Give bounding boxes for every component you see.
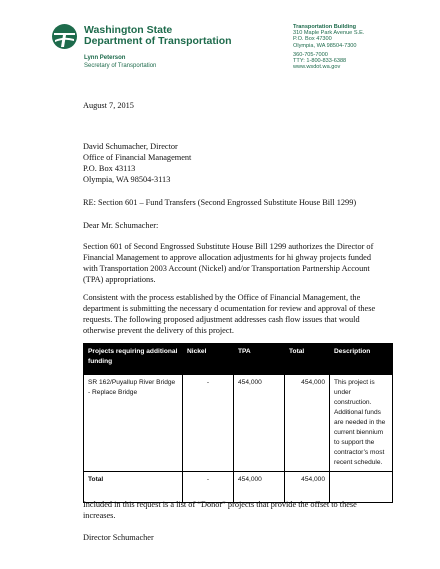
total-description xyxy=(330,472,393,503)
org-name-line2: Department of Transportation xyxy=(84,35,232,47)
tty: TTY: 1-800-833-6388 xyxy=(293,58,347,65)
total-label: Total xyxy=(84,472,183,503)
paragraph-line: Consistent with the process established by the Office of Financial Management, the xyxy=(83,293,361,302)
total-total: 454,000 xyxy=(285,472,330,503)
salutation: Dear Mr. Schumacher: xyxy=(83,221,159,230)
recipient-line: Olympia, WA 98504-3113 xyxy=(83,175,171,184)
recipient-line: Office of Financial Management xyxy=(83,153,192,162)
cell-description: This project is under construction. Additional funds are needed in the current biennium to support the contractor’s most recent schedule. xyxy=(330,375,393,472)
paragraph-1 xyxy=(83,241,383,285)
website: www.wsdot.wa.gov xyxy=(293,64,341,71)
header-description: Description xyxy=(330,344,393,375)
wsdot-logo-icon xyxy=(52,24,77,49)
cell-nickel: - xyxy=(183,375,234,472)
letterhead-address xyxy=(293,24,364,70)
table-row xyxy=(84,375,393,472)
letter-date: August 7, 2015 xyxy=(83,101,134,110)
paragraph-line: Section 601 of Second Engrossed Substitute House Bill 1299 authorizes the Director of xyxy=(83,242,374,251)
paragraph-3 xyxy=(83,499,383,521)
org-name-line1: Washington State xyxy=(84,24,173,36)
secretary-name: Lynn Peterson xyxy=(84,55,126,61)
recipient-line: P.O. Box 43113 xyxy=(83,164,136,173)
recipient-line: David Schumacher, Director xyxy=(83,142,178,151)
paragraph-line: (TPA) appropriations. xyxy=(83,275,156,284)
paragraph-2 xyxy=(83,292,383,336)
address-line: P.O. Box 47300 xyxy=(293,36,332,43)
address-line: Transportation Building xyxy=(293,24,357,30)
cell-project: SR 162/Puyallup River Bridge - Replace Bridge xyxy=(84,375,183,472)
paragraph-line: requests. The following proposed adjustment addresses cash flow issues that would xyxy=(83,315,360,324)
cell-total: 454,000 xyxy=(285,375,330,472)
table-total-row xyxy=(84,472,393,503)
total-tpa: 454,000 xyxy=(234,472,285,503)
paragraph-line: with Transportation 2003 Account (Nickel) and/or Transportation Partnership Account xyxy=(83,264,370,273)
recipient-block xyxy=(83,141,191,185)
phone: 360-705-7000 xyxy=(293,51,328,58)
paragraph-line: otherwise prevent the delivery of this project. xyxy=(83,326,234,335)
header-projects: Projects requiring additional funding xyxy=(84,344,183,375)
paragraph-line: Included in this request is a list of “Donor” projects that provide the offset to these xyxy=(83,500,357,509)
funding-table xyxy=(83,343,393,503)
paragraph-line: increases. xyxy=(83,511,116,520)
paragraph-line: department is submitting the necessary d ocumentation for review and approval of these xyxy=(83,304,376,313)
address-line: 310 Maple Park Avenue S.E. xyxy=(293,30,365,37)
secretary-title: Secretary of Transportation xyxy=(84,63,157,69)
table-header-row xyxy=(84,344,393,375)
paragraph-line: Financial Management to approve allocation adjustments for hi ghway projects funded xyxy=(83,253,372,262)
header-total: Total xyxy=(285,344,330,375)
header-tpa: TPA xyxy=(234,344,285,375)
closing-line: Director Schumacher xyxy=(83,533,154,542)
cell-tpa: 454,000 xyxy=(234,375,285,472)
header-nickel: Nickel xyxy=(183,344,234,375)
total-nickel: - xyxy=(183,472,234,503)
address-line: Olympia, WA 98504-7300 xyxy=(293,42,357,49)
re-line: RE: Section 601 – Fund Transfers (Second Engrossed Substitute House Bill 1299) xyxy=(83,198,357,207)
